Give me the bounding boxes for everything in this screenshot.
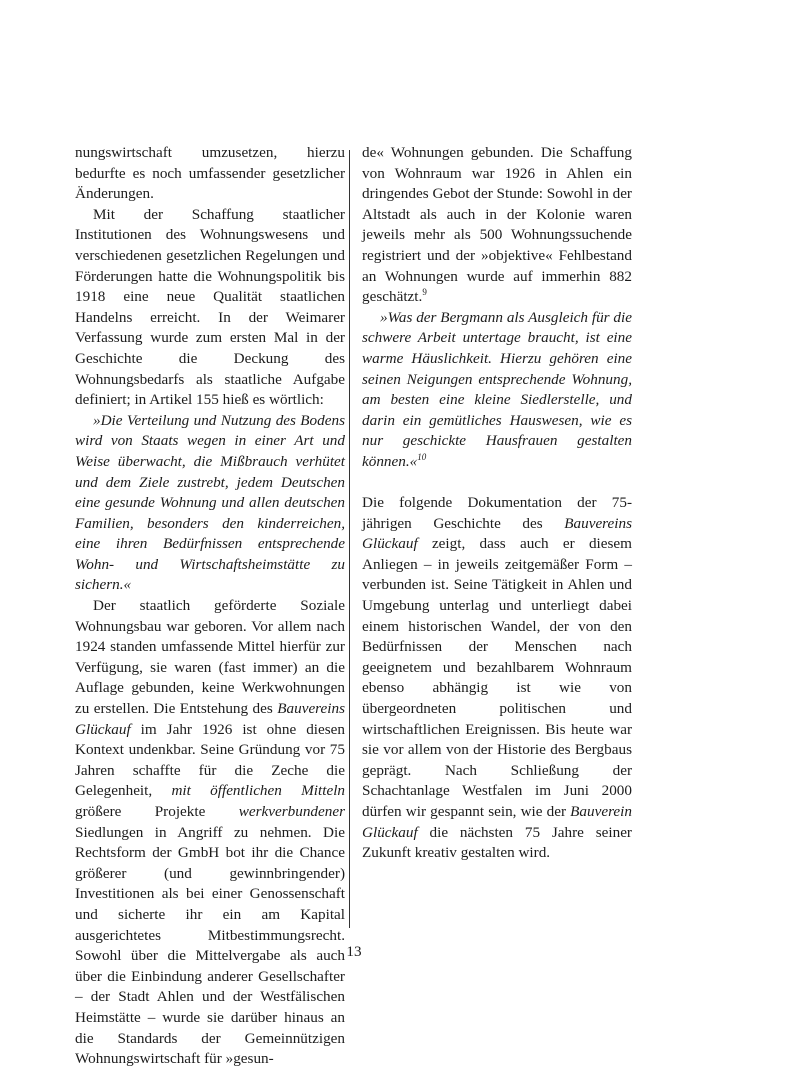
column-divider [349,150,350,928]
italic-run: Bauvereins Glückauf [75,700,345,738]
italic-run: mit öffentlichen Mitteln [171,782,346,800]
text-run: Die folgende Dokumentation der 75-jährigen Geschichte des [362,494,632,532]
footnote-ref: 10 [417,451,427,462]
paragraph [362,143,632,308]
block-quote [362,308,632,473]
text-run: im Jahr 1926 ist ohne diesen Kontext undenkbar. Seine Gründung vor 75 Jahren schaffte für die Zeche die Gelegenheit, [75,720,345,800]
paragraph: nungswirtschaft umzusetzen, hierzu bedurfte es noch umfassender gesetzlicher Änderungen. [75,144,345,203]
italic-run: Bauvereins Glückauf [362,514,632,553]
text-run: größere Projekte [75,803,239,820]
paragraph: Mit der Schaffung staatlicher Institutionen des Wohnungswesens und verschiedenen gesetzlichen Regelungen und Förderungen hatte die Wohnungspolitik bis 1918 eine neue Qualität staatlichen Handelns erreicht. In der Weimarer Verfassung wurde zum ersten Mal in der Geschichte die Deckung des Wohnungsbedarfs als staatliche Aufgabe definiert; in Artikel 155 hieß es wörtlich: [75,205,345,409]
footnote-ref: 9 [422,287,427,298]
text-run: Der staatlich geförderte Soziale Wohnungsbau war geboren. Vor allem nach 1924 standen umfassende Mittel hierfür zur Verfügung, sie waren (fast immer) an die Auflage gebunden, keine Werkwohnungen zu erstellen. Die Entstehung des [75,597,345,718]
italic-run: Bauverein Glückauf [362,803,632,841]
left-column [75,143,345,1070]
text-run: zeigt, dass auch er diesem Anliegen – in jeweils zeitgemäßer Form – verbunden ist. Seine Tätigkeit in Ahlen und Umgebung unterlag und unterliegt dabei einem historischen Wandel, der von den Bedürfnissen der Menschen nach geeignetem und bezahlbarem Wohnraum ebenso abhängig ist wie von übergeordneten politischen und wirtschaftlichen Ereignissen. Bis heute war sie vor allem von der Historie des Bergbaus geprägt. Nach Schließung der Schachtanlage Westfalen im Juni 2000 dürfen wir gespannt sein, wie der [362,535,632,820]
right-column [362,143,632,864]
italic-run: werkverbundener [238,803,345,820]
paragraph [362,493,632,864]
paragraph [75,596,345,1070]
text-run: Siedlungen in Angriff zu nehmen. Die Rechtsform der GmbH bot ihr die Chance größerer (und gewinnbringender) Investitionen als bei einer Genossenschaft und sicherte ihr ein am Kapital ausgerichtetes Mitbestimmungsrecht. Sowohl über die Mittelvergabe als auch über die Einbindung anderer Gesellschafter – der Stadt Ahlen und der Westfälischen Heimstätte – wurde sie darüber hinaus an die Standards der Gemeinnützigen Wohnungswirtschaft für »gesun- [75,823,345,1068]
page-number: 13 [346,943,362,960]
text-run: de« Wohnungen gebunden. Die Schaffung von Wohnraum war 1926 in Ahlen ein dringendes Gebot der Stunde: Sowohl in der Altstadt als auch in der Kolonie waren jeweils mehr als 500 Wohnungssuchende registriert und der »objektive« Fehlbestand an Wohnungen wurde auf immerhin 882 geschätzt. [362,144,632,306]
block-quote: »Die Verteilung und Nutzung des Bodens wird von Staats wegen in einer Art und Weise überwacht, die Mißbrauch verhütet und dem Ziele zustrebt, jedem Deutschen eine gesunde Wohnung und allen deutschen Familien, besonders den kinderreichen, eine ihren Bedürfnissen entsprechende Wohn- und Wirtschaftsheimstätte zu sichern.« [75,411,345,594]
text-run: »Was der Bergmann als Ausgleich für die schwere Arbeit untertage braucht, ist eine warme Häuslichkeit. Hierzu gehören eine seinen Neigungen entsprechende Wohnung, am besten eine kleine Siedlerstelle, und darin ein gemütliches Hauswesen, wie es nur geschickte Hausfrauen gestalten können.« [362,308,632,470]
text-run: die nächsten 75 Jahre seiner Zukunft kreativ gestalten wird. [362,823,632,862]
